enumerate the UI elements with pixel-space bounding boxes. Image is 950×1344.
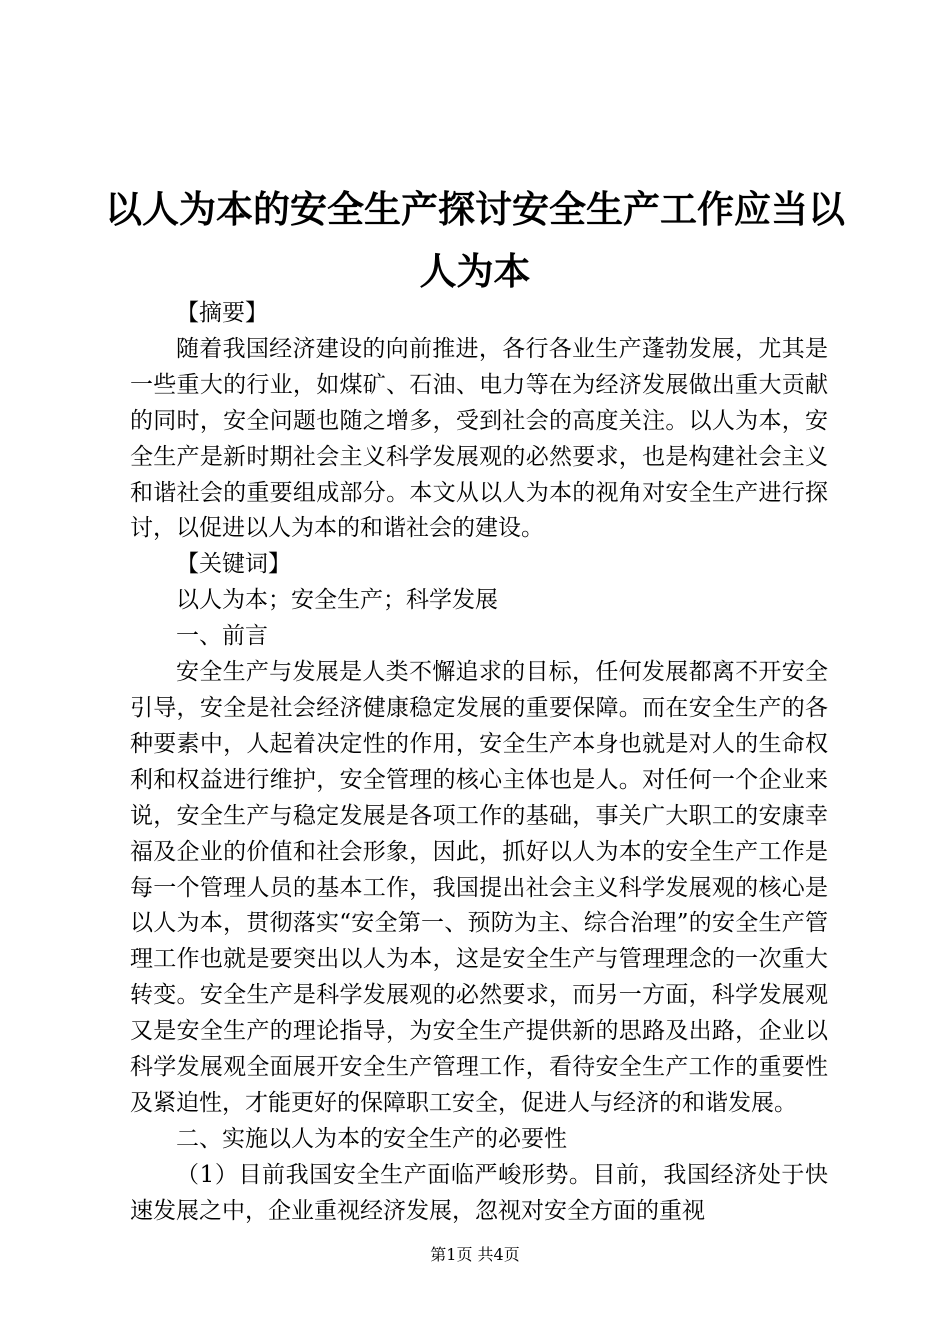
keywords-paragraph: 以人为本；安全生产；科学发展 [176, 587, 498, 614]
introduction-paragraph: 安全生产与发展是人类不懈追求的目标，任何发展都离不开安全引导，安全是社会经济健康稳定发展的重要保障。而在安全生产的各种要素中，人起着决定性的作用，安全生产本身也就是对人的生命权利和权益进行维护，安全管理的核心主体也是人。对任何一个企业来说，安全生产与稳定发展是各项工作的基础，事关广大职工的安康幸福及企业的价值和社会形象，因此，抓好以人为本的安全生产工作是每一个管理人员的基本工作，我国提出社会主义科学发展观的核心是以人为本，贯彻落实“安全第一、预防为主、综合治理”的安全生产管理工作也就是要突出以人为本，这是安全生产与管理理念的一次重大转变。安全生产是科学发展观的必然要求，而另一方面，科学发展观又是安全生产的理论指导，为安全生产提供新的思路及出路，企业以科学发展观全面展开安全生产管理工作，看待安全生产工作的重要性及紧迫性，才能更好的保障职工安全，促进人与经济的和谐发展。 [130, 659, 828, 1116]
section-heading-introduction: 一、前言 [176, 623, 268, 650]
document-title: 以人为本的安全生产探讨安全生产工作应当以人为本 [105, 187, 845, 293]
keywords-label: 【关键词】 [176, 551, 291, 578]
document-body [130, 296, 828, 1230]
abstract-paragraph: 随着我国经济建设的向前推进，各行各业生产蓬勃发展，尤其是一些重大的行业，如煤矿、石油、电力等在为经济发展做出重大贡献的同时，安全问题也随之增多，受到社会的高度关注。以人为本，安全生产是新时期社会主义科学发展观的必然要求，也是构建社会主义和谐社会的重要组成部分。本文从以人为本的视角对安全生产进行探讨，以促进以人为本的和谐社会的建设。 [130, 335, 828, 542]
page-footer: 第1页 共4页 [430, 1245, 520, 1264]
section-heading-necessity: 二、实施以人为本的安全生产的必要性 [176, 1125, 567, 1152]
abstract-label: 【摘要】 [176, 300, 268, 326]
necessity-paragraph: （1）目前我国安全生产面临严峻形势。目前，我国经济处于快速发展之中，企业重视经济发展，忽视对安全方面的重视 [130, 1161, 828, 1224]
